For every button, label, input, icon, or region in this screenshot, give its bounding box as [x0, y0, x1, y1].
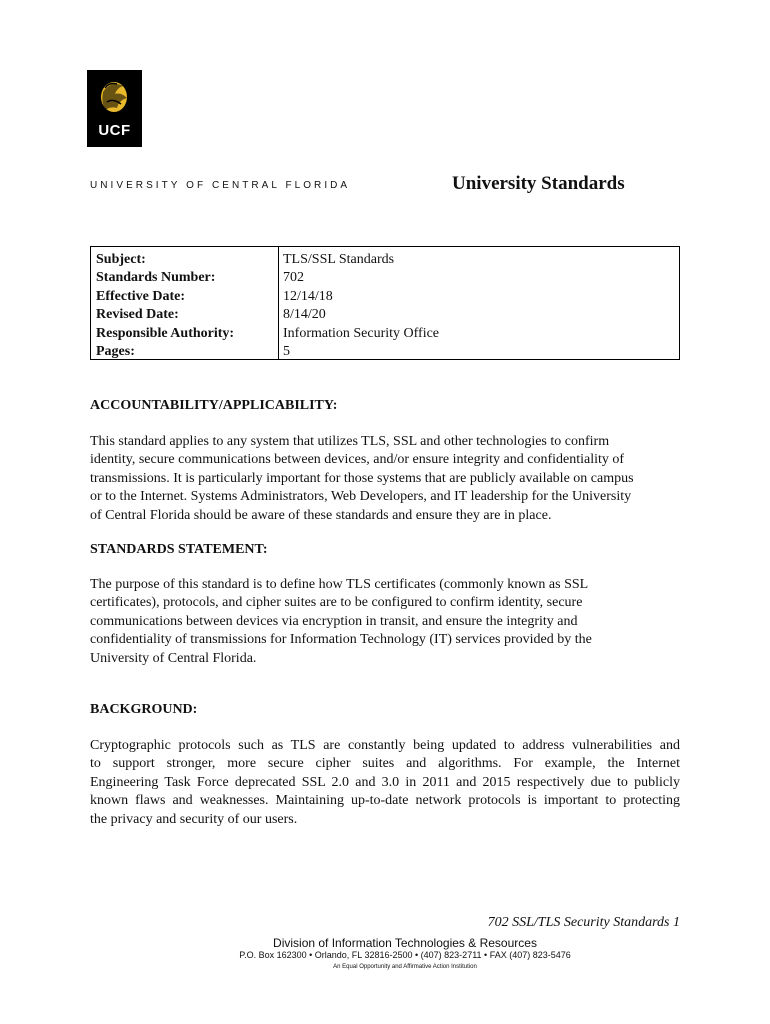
- standard-info-table: [90, 246, 680, 360]
- paragraph-line: The purpose of this standard is to define how TLS certificates (commonly known as SSL: [90, 577, 589, 592]
- paragraph-line: of Central Florida should be aware of these standards and ensure they are in place.: [90, 507, 552, 523]
- label-effective-date: Effective Date:: [96, 288, 186, 304]
- value-responsible-authority: Information Security Office: [283, 325, 440, 341]
- logo-text: UCF: [98, 122, 131, 139]
- footer-eoe: An Equal Opportunity and Affirmative Action Institution: [333, 964, 477, 970]
- footer-division: Division of Information Technologies & Resources: [273, 936, 537, 950]
- paragraph-line: Cryptographic protocols such as TLS are constantly being updated to address vulnerabilities and: [90, 738, 680, 753]
- label-pages: Pages:: [96, 343, 135, 359]
- paragraph-line: communications between devices via encryption in transit, and ensure the integrity and: [90, 613, 578, 629]
- table-divider: [278, 247, 279, 359]
- value-standards-number: 702: [283, 270, 304, 286]
- value-subject: TLS/SSL Standards: [283, 252, 395, 267]
- paragraph-line: This standard applies to any system that utilizes TLS, SSL and other technologies to confirm: [90, 434, 610, 449]
- paragraph-line: known flaws and weaknesses. Maintaining up-to-date network protocols is important to protecting: [90, 793, 680, 809]
- label-subject: Subject:: [96, 252, 146, 267]
- paragraph-standards-statement: [90, 576, 680, 668]
- paragraph-line: the privacy and security of our users.: [90, 811, 298, 827]
- document-title: University Standards: [452, 173, 625, 194]
- paragraph-line: Engineering Task Force deprecated SSL 2.0 and 3.0 in 2011 and 2015 respectively due to publicly: [90, 774, 680, 790]
- paragraph-line: identity, secure communications between devices, and/or ensure integrity and confidentiality of: [90, 452, 625, 468]
- label-revised-date: Revised Date:: [96, 307, 179, 323]
- paragraph-line: to support stronger, more secure cipher suites and algorithms. For example, the Internet: [90, 756, 680, 772]
- label-column: [96, 251, 234, 361]
- value-column: [283, 251, 439, 361]
- university-name: UNIVERSITY OF CENTRAL FLORIDA: [90, 180, 351, 191]
- value-effective-date: 12/14/18: [283, 288, 333, 304]
- footer-address: P.O. Box 162300 • Orlando, FL 32816-2500 • (407) 823-2711 • FAX (407) 823-5476: [239, 950, 571, 960]
- ucf-logo: [87, 70, 142, 147]
- paragraph-line: confidentiality of transmissions for Information Technology (IT) services provided by the: [90, 632, 592, 648]
- heading-standards-statement: STANDARDS STATEMENT:: [90, 542, 268, 557]
- paragraph-line: University of Central Florida.: [90, 650, 257, 666]
- page-footer-label: 702 SSL/TLS Security Standards 1: [487, 915, 680, 930]
- paragraph-line: or to the Internet. Systems Administrators, Web Developers, and IT leadership for the University: [90, 489, 632, 505]
- label-standards-number: Standards Number:: [96, 270, 216, 286]
- paragraph-background: [90, 737, 680, 829]
- value-pages: 5: [283, 343, 290, 359]
- paragraph-accountability: [90, 433, 680, 525]
- heading-accountability: ACCOUNTABILITY/APPLICABILITY:: [90, 398, 338, 413]
- paragraph-line: transmissions. It is particularly important for those systems that are publicly available on campus: [90, 470, 634, 486]
- value-revised-date: 8/14/20: [283, 307, 326, 323]
- paragraph-line: certificates), protocols, and cipher suites are to be configured to confirm identity, secure: [90, 595, 583, 611]
- heading-background: BACKGROUND:: [90, 702, 198, 717]
- label-responsible-authority: Responsible Authority:: [96, 325, 235, 341]
